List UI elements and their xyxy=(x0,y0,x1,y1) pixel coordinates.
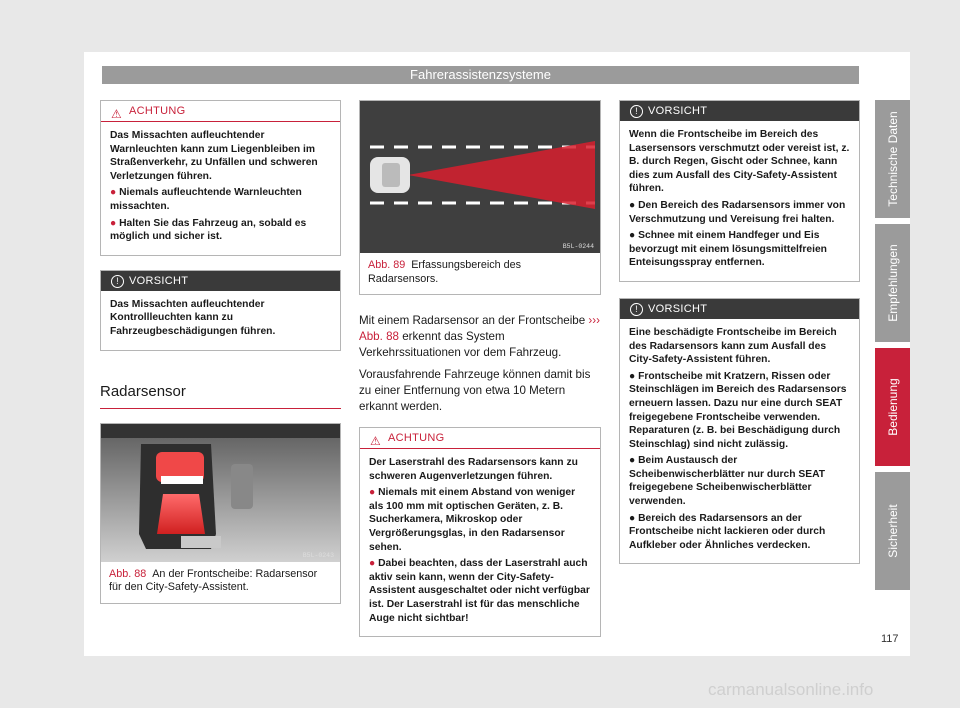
bullet-icon: ● xyxy=(369,487,379,499)
figure-number: Abb. 88 xyxy=(109,567,147,580)
body-text-block xyxy=(359,313,601,415)
caution-box-header xyxy=(101,271,340,291)
figure-caption-text: Erfassungsbereich des Radarsensors. xyxy=(368,259,522,285)
figure-reference-link[interactable]: ››› Abb. 88 xyxy=(359,314,601,343)
bullet-icon: ● xyxy=(629,199,639,211)
figure-caption-text: An der Frontscheibe: Radarsensor für den City-Safety-Assistent. xyxy=(109,567,318,594)
radar-range-image xyxy=(360,101,600,253)
bullet-icon: ● xyxy=(629,455,639,467)
column-right xyxy=(619,100,860,578)
page-header: Fahrerassistenzsysteme xyxy=(102,66,859,84)
bullet-icon: ● xyxy=(629,230,639,242)
warning-bullet: ● Halten Sie das Fahrzeug an, sobald es möglich und sicher ist. xyxy=(110,217,307,243)
warning-box-warnleuchten xyxy=(100,100,341,256)
caution-box-header xyxy=(620,299,859,319)
warning-title: ACHTUNG xyxy=(129,105,186,117)
bullet-icon: ● xyxy=(110,187,120,199)
warning-bullet: ● Dabei beachten, dass der Laserstrahl auch aktiv sein kann, wenn der City-Safety-Assistent ausgeschaltet oder nicht verfügbar ist. Der Laserstrahl ist für das menschliche Auge nicht sichtbar! xyxy=(369,558,590,624)
radar-sensor-illustration xyxy=(101,424,340,562)
warning-bullet: ● Niemals aufleuchtende Warnleuchten missachten. xyxy=(110,187,302,212)
watermark: carmanualsonline.info xyxy=(708,680,874,699)
caution-intro: Eine beschädigte Frontscheibe im Bereich des Radarsensors kann zum Ausfall des City-Safety-Assistent führen. xyxy=(629,326,837,366)
info-circle-icon: ! xyxy=(111,275,124,288)
caution-bullet: ● Den Bereich des Radarsensors immer von Verschmutzung und Vereisung frei halten. xyxy=(629,199,846,225)
figure-caption xyxy=(101,562,340,603)
radar-sensor-image xyxy=(101,424,340,562)
tab-bedienung[interactable]: Bedienung xyxy=(875,348,910,466)
section-title-radarsensor: Radarsensor xyxy=(100,383,341,409)
figure-89 xyxy=(359,100,601,295)
caution-text: Das Missachten aufleuchtender Kontrollleuchten kann zu Fahrzeugbeschädigungen führen. xyxy=(110,298,276,337)
caution-bullet: ● Beim Austausch der Scheibenwischerblätter nur durch SEAT freigegebene Scheibenwischerblätter verwenden. xyxy=(629,455,826,508)
warning-triangle-icon: ⚠ xyxy=(111,107,123,121)
caution-box-body xyxy=(620,121,859,281)
info-circle-icon: ! xyxy=(630,303,643,316)
bullet-icon: ● xyxy=(629,370,639,382)
warning-box-body xyxy=(101,122,340,255)
column-left xyxy=(100,100,341,604)
page-number: 117 xyxy=(881,633,899,645)
column-middle xyxy=(359,100,601,651)
caution-box-verschmutzung xyxy=(619,100,860,282)
caution-box-header xyxy=(620,101,859,121)
figure-number: Abb. 89 xyxy=(368,259,406,271)
info-circle-icon: ! xyxy=(630,105,643,118)
bullet-icon: ● xyxy=(110,217,120,229)
caution-bullet: ● Frontscheibe mit Kratzern, Rissen oder Steinschlägen im Bereich des Radarsensors erneuern lassen. Dazu nur eine durch SEAT freigegebene Frontscheibe verwenden. Reparaturen (z. B. bei Beschädigung durch Steinschlag) sind nicht zulässig. xyxy=(629,370,847,450)
figure-code: B5L-0243 xyxy=(302,551,334,559)
caution-box-body xyxy=(101,291,340,350)
figure-88 xyxy=(100,423,341,604)
warning-box-body xyxy=(360,449,600,636)
tab-technische-daten[interactable]: Technische Daten xyxy=(875,100,910,218)
caution-bullet: ● Schnee mit einem Handfeger und Eis bevorzugt mit einem lösungsmittelfreien Enteisungsspray entfernen. xyxy=(629,230,827,269)
warning-box-header xyxy=(101,101,340,122)
warning-title: ACHTUNG xyxy=(388,432,445,444)
tab-empfehlungen[interactable]: Empfehlungen xyxy=(875,224,910,342)
warning-intro: Der Laserstrahl des Radarsensors kann zu schweren Augenverletzungen führen. xyxy=(369,457,578,482)
figure-code: B5L-0244 xyxy=(562,243,594,250)
caution-title: VORSICHT xyxy=(648,302,708,315)
caution-box-body xyxy=(620,319,859,564)
warning-triangle-icon: ⚠ xyxy=(370,434,382,448)
bullet-icon: ● xyxy=(629,512,639,524)
caution-intro: Wenn die Frontscheibe im Bereich des Lasersensors verschmutzt oder vereist ist, z. B. durch Regen, Gischt oder Schnee, kann dies zum Ausfall des City-Safety-Assistent führen. xyxy=(629,129,850,195)
warning-bullet: ● Niemals mit einem Abstand von weniger als 100 mm mit optischen Geräten, z. B. Sucherkamera, Mikroskop oder Vergrößerungsglas, in den Radarsensor sehen. xyxy=(369,487,576,553)
caution-box-kontrollleuchten xyxy=(100,270,341,351)
radar-range-illustration xyxy=(360,101,600,253)
caution-title: VORSICHT xyxy=(648,105,708,117)
figure-caption xyxy=(360,253,600,294)
warning-intro: Das Missachten aufleuchtender Warnleuchten kann zum Liegenbleiben im Straßenverkehr, zu Unfällen und schweren Verletzungen führen. xyxy=(110,130,318,182)
caution-bullet: ● Bereich des Radarsensors an der Frontscheibe nicht lackieren oder durch Aufkleber oder Ähnliches verdecken. xyxy=(629,512,826,551)
caution-title: VORSICHT xyxy=(129,274,189,287)
warning-box-header xyxy=(360,428,600,449)
warning-box-laser xyxy=(359,427,601,637)
body-paragraph-1: Mit einem Radarsensor an der Frontscheibe ››› Abb. 88 erkennt das System Verkehrssituationen vor dem Fahrzeug. xyxy=(359,314,601,359)
body-paragraph-2: Vorausfahrende Fahrzeuge können damit bis zu einer Entfernung von etwa 10 Metern erkannt werden. xyxy=(359,368,591,413)
bullet-icon: ● xyxy=(369,558,379,570)
caution-box-beschaedigung xyxy=(619,298,860,565)
tab-sicherheit[interactable]: Sicherheit xyxy=(875,472,910,590)
